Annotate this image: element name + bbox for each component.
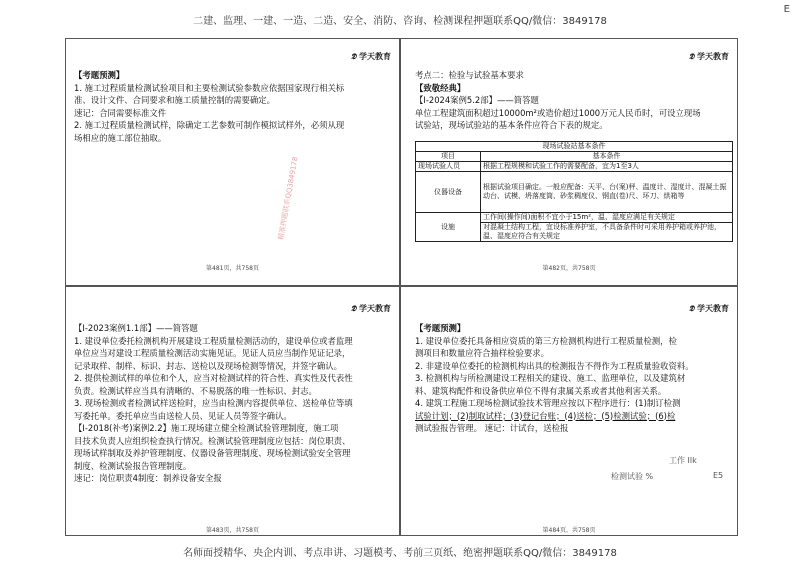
logo — [351, 51, 391, 62]
page-2 — [400, 38, 738, 286]
page-number: 第481页，共758页 — [206, 265, 259, 272]
page-3-line: 目技术负责人应组织检查执行情况。检测试验管理制度应包括：岗位职责、 — [74, 435, 351, 446]
table-caption: 现场试验站基本条件 — [416, 142, 733, 152]
page-number: 第484页，共758页 — [542, 527, 596, 534]
page-1-line: 准、设计文件、合同要求和施工质量控制的需要确定。 — [74, 95, 275, 105]
page-4-text — [415, 322, 735, 435]
logo-text: 学天教育 — [697, 52, 729, 61]
page-1 — [65, 38, 400, 286]
corner-mark: E — [783, 4, 790, 15]
page-4-line: 测项目和数量应符合抽样检验要求。 — [415, 348, 549, 358]
scribble: 检测试验 % — [611, 472, 654, 481]
table-header: 基本条件 — [481, 152, 733, 162]
logo-icon: 𝕯 — [688, 304, 697, 313]
page-4-line: 试验计划；(2)制取试样；(3)登记台账；(4)送检；(5)检测试验；(6)检 — [415, 410, 676, 421]
stamp: 精准押题联系QQ3849178 — [276, 156, 300, 241]
logo-text: 学天教育 — [697, 304, 729, 313]
page-3-line: 负责。检测试样应当具有清晰的、不易脱落的唯一性标识、封志。 — [74, 385, 317, 396]
case-title: 【Ⅰ-2023案例1.1部】——简答题 — [74, 323, 198, 333]
header-banner: 二建、监理、一建、一造、二造、安全、消防、咨询、检测课程押题联系QQ/微信：3849178 — [193, 16, 607, 27]
page-3-line: 现场试样制取及养护管理制度、仪器设备管理制度、现场检测试验安全管理 — [74, 448, 351, 458]
page-2-text — [415, 69, 735, 132]
page-4-line: 1. 建设单位委托具备相应资质的第三方检测机构进行工程质量检测，检 — [415, 335, 677, 346]
table-cell: 仪器设备 — [416, 172, 481, 213]
page-3-line: 制度、检测试验报告管理制度。 — [74, 460, 192, 471]
logo — [689, 51, 729, 62]
logo — [351, 303, 391, 314]
classic-heading: 【致敬经典】 — [415, 82, 466, 93]
page-4-line: 测试验报告管理。 速记：计试台，送检报 — [415, 423, 569, 433]
logo-text: 学天教育 — [359, 304, 391, 313]
table-cell: 设施 — [416, 213, 481, 242]
scribble: 工作 Ilk — [669, 456, 697, 465]
page-1-text — [74, 69, 394, 144]
page-3-line: 1. 建设单位委托检测机构开展建设工程质量检测活动的，建设单位或者监理 — [74, 335, 353, 346]
page-4-heading: 【考题预测】 — [415, 323, 466, 333]
table-cell: 根据试验项目确定。一般应配备：天平、台(案)秤、温度计、湿度计、混凝土振动台、试模、坍落度筒、砂浆稠度仪、钢直(卷)尺、环刀、烘箱等 — [481, 172, 733, 213]
scribble: E5 — [713, 471, 724, 480]
section-title: 考点二：检验与试验基本要求 — [415, 70, 524, 80]
logo-icon: 𝕯 — [350, 52, 359, 61]
page-2-line: 单位工程建筑面积超过10000m²或造价超过1000万元人民币时，可设立现场 — [415, 107, 701, 118]
page-1-line: 速记：合同需要标准文件 — [74, 107, 167, 118]
page-3-text — [74, 322, 394, 485]
page-number: 第483页，共758页 — [206, 527, 259, 534]
table-cell: 现场试验人员 — [416, 162, 481, 172]
page-3-line: 写委托单。委托单应当由送检人员、见证人员等签字确认。 — [74, 410, 292, 421]
table-cell: 工作间(操作间)面积不宜小于15m²，温、湿度应满足有关规定 — [481, 213, 733, 223]
page-1-line: 2. 施工过程质量检测试样，除确定工艺参数可制作模拟试样外，必须从现 — [74, 120, 345, 130]
page-4-line: 3. 检测机构与所检测建设工程相关的建设、施工、监理单位，以及建筑材 — [415, 373, 686, 383]
page-4-line: 料、建筑构配件和设备供应单位不得有隶属关系或者其他利害关系。 — [415, 385, 667, 396]
logo-icon: 𝕯 — [350, 304, 359, 313]
station-table — [415, 141, 733, 242]
case-title: 【Ⅰ-2018(补考)案例2.2】施工现场建立健全检测试验管理制度，施工项 — [74, 423, 339, 433]
case-title: 【Ⅰ-2024案例5.2部】——简答题 — [415, 95, 539, 105]
page-1-heading: 【考题预测】 — [74, 70, 125, 80]
page-3 — [65, 286, 400, 536]
page-3-line: 记录取样、制样、标识、封志、送检以及现场检测等情况，并签字确认。 — [74, 360, 342, 371]
page-number: 第482页，共758页 — [542, 265, 596, 272]
footer-banner: 名师面授精华、央企内训、考点串讲、习题模考、考前三页纸、绝密押题联系QQ/微信：3849178 — [183, 548, 617, 559]
logo-icon: 𝕯 — [688, 52, 697, 61]
page-4-line: 2. 非建设单位委托的检测机构出具的检测报告不得作为工程质量验收资料。 — [415, 360, 694, 371]
logo-text: 学天教育 — [359, 52, 391, 61]
page-2-line: 试验站，现场试验站的基本条件应符合下表的规定。 — [415, 120, 608, 130]
page-3-line: 单位应当对建设工程质量检测活动实施见证。见证人员应当制作见证记录， — [74, 348, 351, 358]
page-3-line: 2. 提供检测试样的单位和个人，应当对检测试样的符合性、真实性及代表性 — [74, 373, 353, 383]
page-4-line: 4. 建筑工程施工现场检测试验技术管理应按以下程序进行：(1)制订检测 — [415, 398, 681, 408]
table-header: 项目 — [416, 152, 481, 162]
page-1-line: 场相应的施工部位抽取。 — [74, 132, 167, 143]
table-cell: 对混凝土结构工程，宜设标准养护室，不具备条件时可采用养护箱或养护池，温、湿度应符合有关规定 — [481, 223, 733, 242]
page-3-line: 3. 现场检测或者检测试样送检时，应当由检测内容提供单位、送检单位等填 — [74, 398, 353, 408]
logo — [689, 303, 729, 314]
table-cell: 根据工程规模和试验工作的需要配备，宜为1至3人 — [481, 162, 733, 172]
page-1-line: 1. 施工过程质量检测试验项目和主要检测试验参数应依据国家现行相关标 — [74, 82, 345, 93]
page-3-line: 速记：岗位职责4制度：制养设备安全报 — [74, 473, 222, 483]
page-4 — [400, 286, 738, 536]
